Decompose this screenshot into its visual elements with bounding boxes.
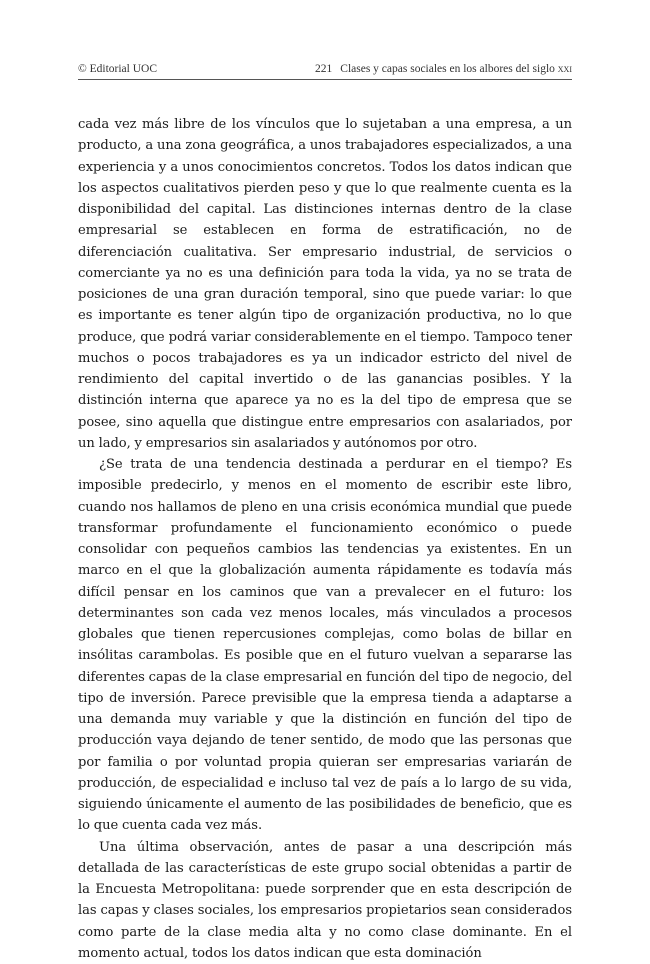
running-title-century: xxi <box>558 63 572 75</box>
publisher-label: © Editorial UOC <box>78 63 157 75</box>
running-header <box>78 59 572 77</box>
paragraph: cada vez más libre de los vínculos que lo sujetaban a una empresa, a un producto, a una zona geográfica, a unos trabajadores especializados, a una experiencia y a unos conocimientos concretos. Todos los datos indican que los aspectos cualitativos pierden peso y que lo que realmente cuenta es la disponibilidad del capital. Las distinciones internas dentro de la clase empresarial se establecen en forma de estratificación, no de diferenciación cualitativa. Ser empresario industrial, de servicios o comerciante ya no es una definición para toda la vida, ya no se trata de posiciones de una gran duración temporal, sino que puede variar: lo que es importante es tener algún tipo de organización productiva, no lo que produce, que podrá variar considerablemente en el tiempo. Tampoco tener muchos o pocos trabajadores es ya un indicador estricto del nivel de rendimiento del capital invertido o de las ganancias posibles. Y la distinción interna que aparece ya no es la del tipo de empresa que se posee, sino aquella que distingue entre empresarios con asalariados, por un lado, y empresarios sin asalariados y autónomos por otro. <box>78 114 572 454</box>
running-title <box>340 63 572 75</box>
header-rule <box>78 79 572 80</box>
paragraph: ¿Se trata de una tendencia destinada a perdurar en el tiempo? Es imposible predecirlo, y menos en el momento de escribir este libro, cuando nos hallamos de pleno en una crisis económica mundial que puede transformar profundamente el funcionamiento económico o puede consolidar con pequeños cambios las tendencias ya existentes. En un marco en el que la globalización aumenta rápidamente es todavía más difícil pensar en los caminos que van a prevalecer en el futuro: los determinantes son cada vez menos locales, más vinculados a procesos globales que tienen repercusiones complejas, como bolas de billar en insólitas carambolas. Es posible que en el futuro vuelvan a separarse las diferentes capas de la clase empresarial en función del tipo de negocio, del tipo de inversión. Parece previsible que la empresa tienda a adaptarse a una demanda muy variable y que la distinción en función del tipo de producción vaya dejando de tener sentido, de modo que las personas que por familia o por voluntad propia quieran ser empresarias variarán de producción, de especialidad e incluso tal vez de país a lo largo de su vida, siguiendo únicamente el aumento de las posibilidades de beneficio, que es lo que cuenta cada vez más. <box>78 454 572 837</box>
paragraph: Una última observación, antes de pasar a una descripción más detallada de las características de este grupo social obtenidas a partir de la Encuesta Metropolitana: puede sorprender que en esta descripción de las capas y clases sociales, los empresarios propietarios sean considerados como parte de la clase media alta y no como clase dominante. En el momento actual, todos los datos indican que esta dominación <box>78 837 572 964</box>
body-text <box>78 114 572 964</box>
running-title-text: Clases y capas sociales en los albores del siglo <box>340 63 558 75</box>
page-number: 221 <box>315 63 332 75</box>
